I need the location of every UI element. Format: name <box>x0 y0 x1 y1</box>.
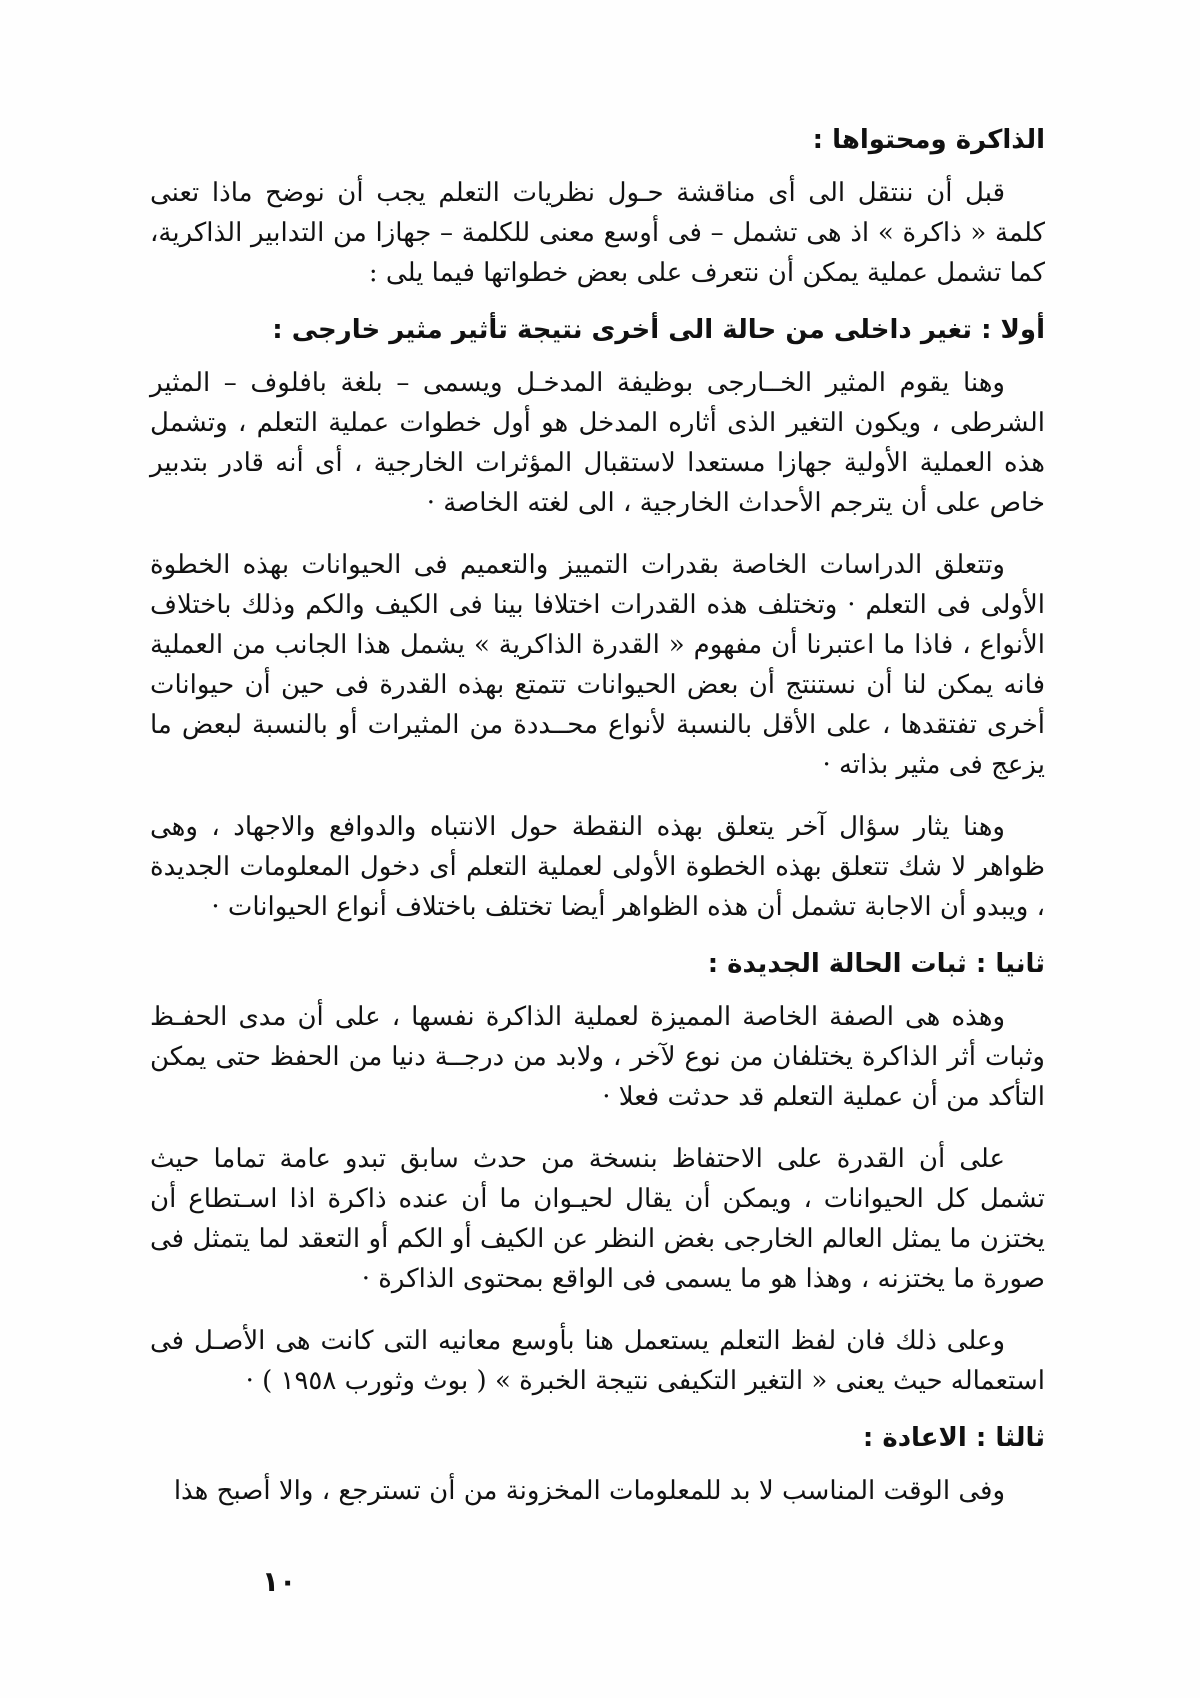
page-body <box>150 125 1045 1533</box>
paragraph: وعلى ذلك فان لفظ التعلم يستعمل هنا بأوسع معانيه التى كانت هى الأصـل فى استعماله حيث يعنى « التغير التكيفى نتيجة الخبرة » ( بوث وثورب ١٩٥٨ ) · <box>150 1326 1045 1396</box>
paragraph: وتتعلق الدراسات الخاصة بقدرات التمييز والتعميم فى الحيوانات بهذه الخطوة الأولى فى التعلم · وتختلف هذه القدرات اختلافا بينا فى الكيف والكم وذلك باختلاف الأنواع ، فاذا ما اعتبرنا أن مفهوم « القدرة الذاكرية » يشمل هذا الجانب من العملية فانه يمكن لنا أن نستنتج أن بعض الحيوانات تتمتع بهذه القدرة فى حين أن حيوانات أخرى تفتقدها ، على الأقل بالنسبة لأنواع محــددة من المثيرات أو بالنسبة لبعض ما يزعج فى مثير بذاته · <box>150 550 1045 780</box>
section-heading-first: أولا : تغير داخلى من حالة الى أخرى نتيجة تأثير مثير خارجى : <box>272 315 1045 345</box>
paragraph: وهنا يقوم المثير الخــارجى بوظيفة المدخـل ويسمى – بلغة بافلوف – المثير الشرطى ، ويكون التغير الذى أثاره المدخل هو أول خطوات عملية التعلم ، وتشمل هذه العملية الأولية جهازا مستعدا لاستقبال المؤثرات الخارجية ، أى أنه قادر بتدبير خاص على أن يترجم الأحداث الخارجية ، الى لغته الخاصة · <box>150 368 1045 518</box>
paragraph: على أن القدرة على الاحتفاظ بنسخة من حدث سابق تبدو عامة تماما حيث تشمل كل الحيوانات ، ويمكن أن يقال لحيـوان ما أن عنده ذاكرة اذا اسـتطاع أن يختزن ما يمثل العالم الخارجى بغض النظر عن الكيف أو الكم أو التعقد لما يتمثل فى صورة ما يختزنه ، وهذا هو ما يسمى فى الواقع بمحتوى الذاكرة · <box>150 1144 1045 1294</box>
section-heading-third: ثالثا : الاعادة : <box>862 1423 1045 1453</box>
section-heading-memory: الذاكرة ومحتواها : <box>812 125 1045 155</box>
paragraph: وهذه هى الصفة الخاصة المميزة لعملية الذاكرة نفسها ، على أن مدى الحفـظ وثبات أثر الذاكرة يختلفان من نوع لآخر ، ولابد من درجــة دنيا من الحفظ حتى يمكن التأكد من أن عملية التعلم قد حدثت فعلا · <box>150 1002 1045 1112</box>
paragraph: وهنا يثار سؤال آخر يتعلق بهذه النقطة حول الانتباه والدوافع والاجهاد ، وهى ظواهر لا شك تتعلق بهذه الخطوة الأولى لعملية التعلم أى دخول المعلومات الجديدة ، ويبدو أن الاجابة تشمل أن هذه الظواهر أيضا تختلف باختلاف أنواع الحيوانات · <box>150 812 1045 922</box>
paragraph: قبل أن ننتقل الى أى مناقشة حـول نظريات التعلم يجب أن نوضح ماذا تعنى كلمة « ذاكرة » اذ هى تشمل – فى أوسع معنى للكلمة – جهازا من التدابير الذاكرية، كما تشمل عملية يمكن أن نتعرف على بعض خطواتها فيما يلى : <box>150 178 1045 288</box>
paragraph: وفى الوقت المناسب لا بد للمعلومات المخزونة من أن تسترجع ، والا أصبح هذا <box>173 1476 1005 1506</box>
page-number: ١٠ <box>262 1565 297 1598</box>
section-heading-second: ثانيا : ثبات الحالة الجديدة : <box>707 949 1045 979</box>
